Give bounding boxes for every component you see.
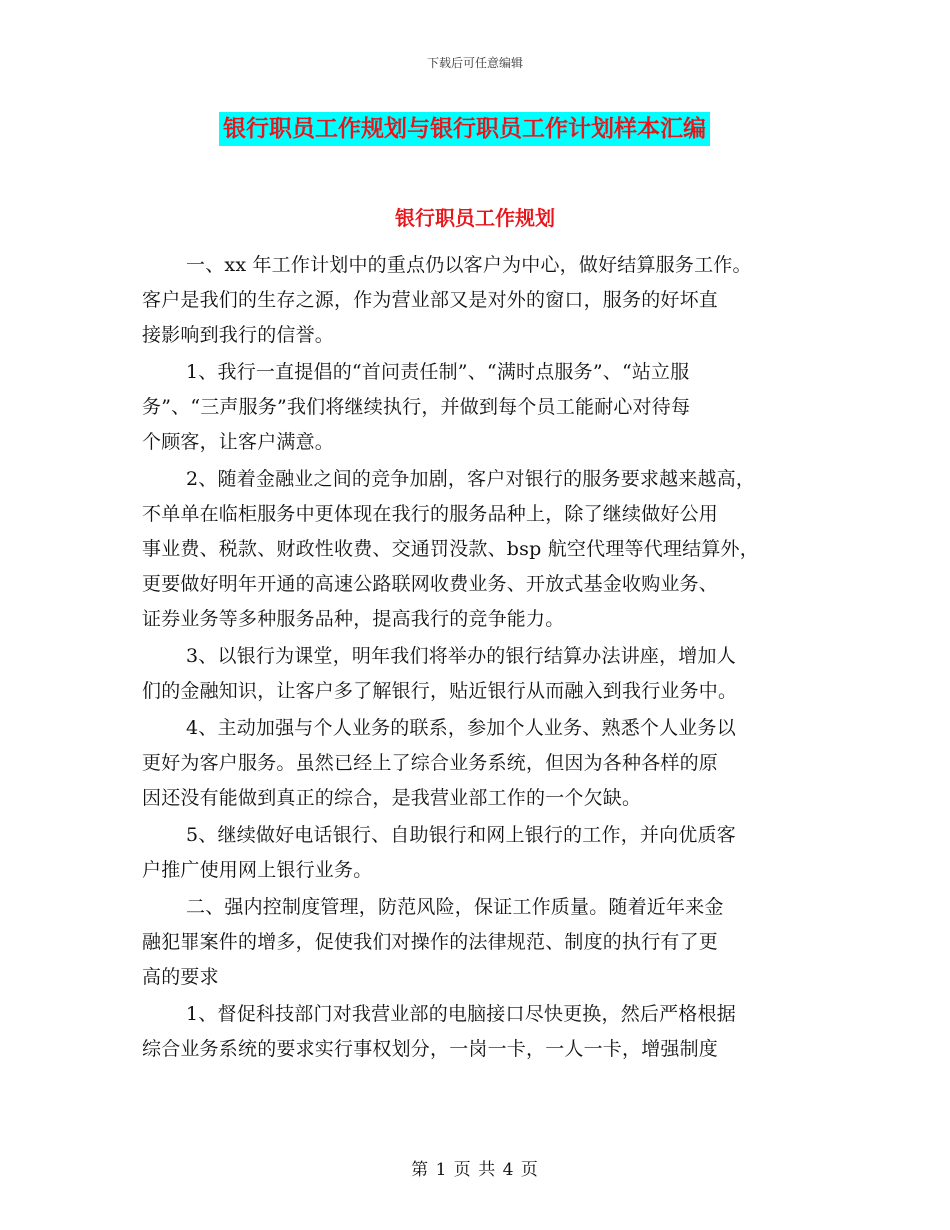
text-line: 个顾客，让客户满意。 [142, 431, 335, 453]
text-line: 4、主动加强与个人业务的联系，参加个人业务、熟悉个人业务以 [186, 717, 736, 739]
text-line: 1、我行一直提倡的“首问责任制”、“满时点服务”、“站立服 [186, 361, 690, 383]
document-body [142, 248, 822, 1069]
text-line: 二、强内控制度管理，防范风险，保证工作质量。随着近年来金 [186, 896, 724, 918]
text-line: 证券业务等多种服务品种，提高我行的竞争能力。 [142, 608, 565, 630]
text-line: 们的金融知识，让客户多了解银行，贴近银行从而融入到我行业务中。 [142, 680, 738, 702]
paragraph [142, 711, 822, 816]
paragraph [142, 248, 822, 353]
text-line: 1、督促科技部门对我营业部的电脑接口尽快更换，然后严格根据 [186, 1003, 736, 1025]
text-line: 3、以银行为课堂，明年我们将举办的银行结算办法讲座，增加人 [186, 645, 736, 667]
section-title: 银行职员工作规划 [395, 206, 555, 230]
text-line: 融犯罪案件的增多，促使我们对操作的法律规范、制度的执行有了更 [142, 931, 719, 953]
paragraph [142, 462, 822, 637]
text-line: 接影响到我行的信誉。 [142, 324, 335, 346]
paragraph [142, 639, 822, 709]
text-line: 因还没有能做到真正的综合，是我营业部工作的一个欠缺。 [142, 787, 642, 809]
text-line: 务”、“三声服务”我们将继续执行，并做到每个员工能耐心对待每 [142, 396, 691, 418]
text-line: 更好为客户服务。虽然已经上了综合业务系统，但因为各种各样的原 [142, 752, 719, 774]
paragraph [142, 355, 822, 460]
page-footer: 第 1 页 共 4 页 [411, 1160, 539, 1180]
text-line: 一、xx 年工作计划中的重点仍以客户为中心，做好结算服务工作。 [186, 254, 752, 276]
text-line: 户推广使用网上银行业务。 [142, 859, 373, 881]
header-note: 下载后可任意编辑 [426, 56, 523, 70]
paragraph [142, 818, 822, 888]
paragraph [142, 997, 822, 1067]
text-line: 5、继续做好电话银行、自助银行和网上银行的工作，并向优质客 [186, 824, 736, 846]
text-line: 高的要求 [142, 966, 219, 988]
text-line: 2、随着金融业之间的竞争加剧，客户对银行的服务要求越来越高， [186, 468, 756, 490]
paragraph [142, 890, 822, 995]
text-line: 不单单在临柜服务中更体现在我行的服务品种上，除了继续做好公用 [142, 503, 719, 525]
text-line: 更要做好明年开通的高速公路联网收费业务、开放式基金收购业务、 [142, 573, 719, 595]
text-line: 综合业务系统的要求实行事权划分，一岗一卡，一人一卡，增强制度 [142, 1038, 719, 1060]
text-line: 事业费、税款、财政性收费、交通罚没款、bsp 航空代理等代理结算外， [142, 538, 759, 560]
text-line: 客户是我们的生存之源，作为营业部又是对外的窗口，服务的好坏直 [142, 289, 719, 311]
document-title: 银行职员工作规划与银行职员工作计划样本汇编 [219, 112, 710, 146]
